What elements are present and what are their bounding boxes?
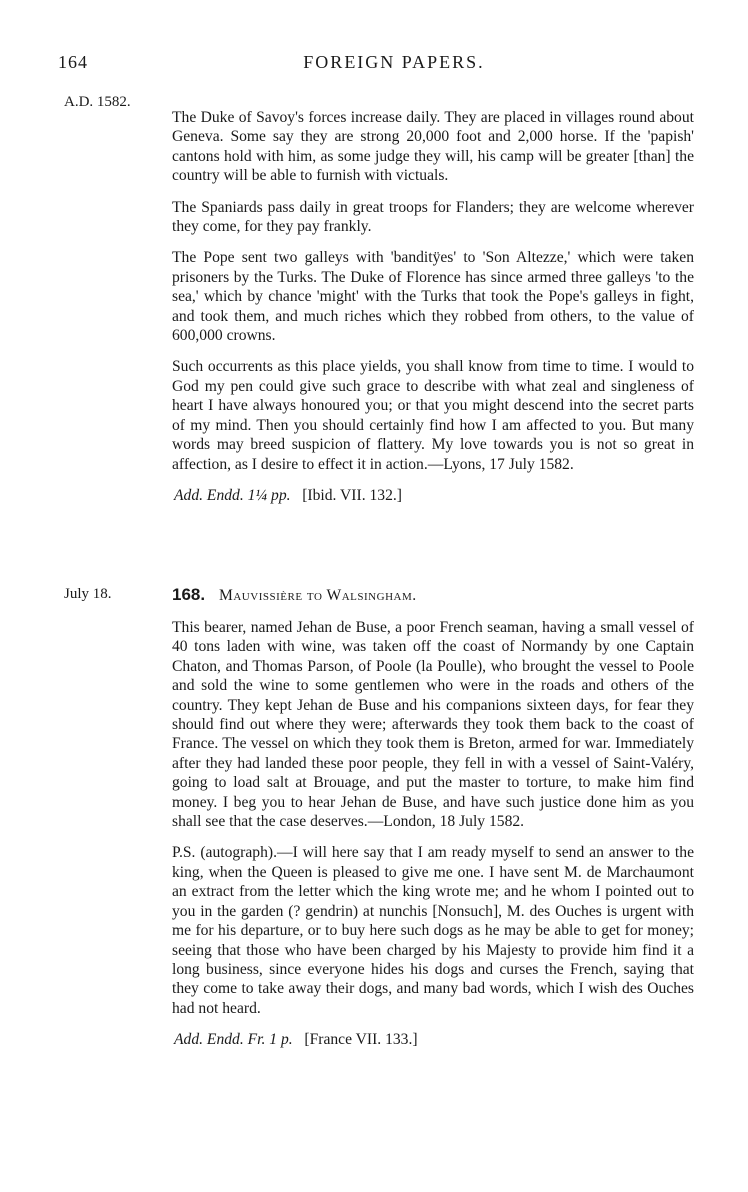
letter-167-body — [172, 108, 694, 505]
document-number: 168. — [172, 585, 206, 604]
letter-168-body — [172, 618, 694, 1050]
endnote — [172, 1030, 694, 1049]
margin-year: A.D. 1582. — [64, 94, 131, 110]
paragraph: This bearer, named Jehan de Buse, a poor French seaman, having a small vessel of 40 tons laden with wine, was taken off the coast of Normandy by one Captain Chaton, and Thomas Parson, of Poole (la Poulle), who brought the vessel to Poole and sold the wine to some gentlemen who were in the roads and others of the country. They kept Jehan de Buse and his companions sixteen days, for fear they should find out where they were; afterwards they took them back to the coast of France. The vessel on which they took them is Breton, armed for war. Immediately after they had landed these poor people, they fell in with a vessel of Saint-Valéry, going to load salt at Brouage, and put the master to torture, to make him find money. I beg you to hear Jehan de Buse, and have such justice done him as you shall see that the case deserves.—London, 18 July 1582. — [172, 619, 694, 831]
paragraph: The Spaniards pass daily in great troops for Flanders; they are welcome wherever they come, for they pay frankly. — [172, 198, 694, 236]
document-title: Mauvissière to Walsingham. — [219, 587, 417, 604]
paragraph: P.S. (autograph).—I will here say that I am ready myself to send an answer to the king, when the Queen is pleased to give me one. I have sent M. de Marchaumont an extract from the letter which the king wrote me; and he whom I pointed out to you in the garden (? gendrin) at nunchis [Nonsuch], M. des Ouches is urgent with me for his departure, or to buy here such dogs as he may be able to get for money; seeing that those who have been charged by his Majesty to provide him find it a long business, since everyone hides his dogs and curses the French, saying that they come to take away their dogs, and many bad words, which I wish des Ouches had not heard. — [172, 844, 694, 1017]
running-title: FOREIGN PAPERS. — [303, 52, 485, 72]
paragraph: The Duke of Savoy's forces increase daily. They are placed in villages round about Geneva. Some say they are strong 20,000 foot and 2,000 horse. If the 'papish' cantons hold with him, as some judge they will, his camp will be greater [than] the country will be able to furnish with victuals. — [172, 109, 694, 185]
endnote-reference: [France VII. 133.] — [304, 1031, 418, 1049]
endnote-description: Add. Endd. 1¼ pp. — [174, 486, 291, 504]
paragraph: The Pope sent two galleys with 'banditÿes' to 'Son Altezze,' which were taken prisoners by the Turks. The Duke of Florence has since armed three galleys 'to the sea,' which by chance 'might' with the Turks that took the Pope's galleys in fight, and took them, and much riches which they robbed from others, to the value of 600,000 crowns. — [172, 249, 694, 345]
endnote-description: Add. Endd. Fr. 1 p. — [174, 1031, 293, 1049]
endnote — [172, 486, 694, 505]
paragraph: Such occurrents as this place yields, you shall know from time to time. I would to God my pen could give such grace to describe with what zeal and singleness of heart I have always honoured you; or that you might descend into the secret parts of my mind. Then you should certainly find how I am affected to you. But many words may breed suspicion of flattery. My love towards you is not so great in affection, as I desire to effect it in action.—Lyons, 17 July 1582. — [172, 358, 694, 473]
margin-date-168: July 18. — [64, 586, 112, 602]
endnote-reference: [Ibid. VII. 132.] — [302, 486, 402, 504]
document-heading — [172, 585, 417, 605]
page-number: 164 — [58, 52, 88, 72]
